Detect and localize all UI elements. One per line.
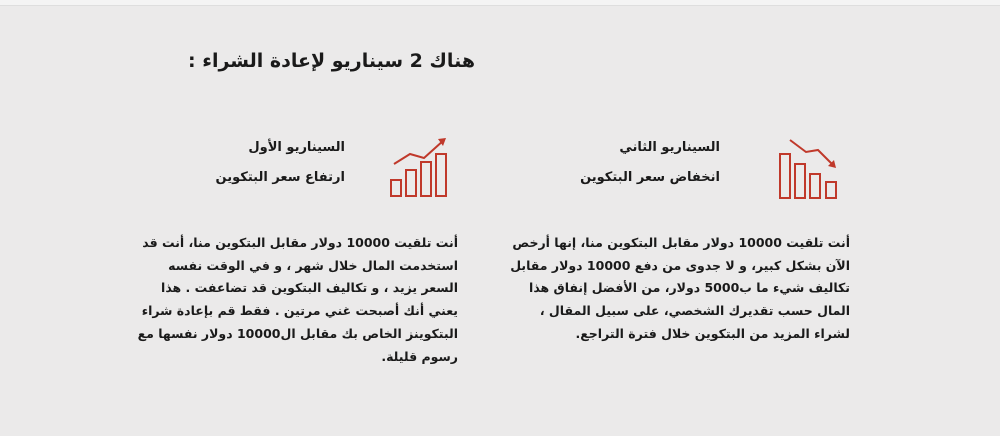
scenario-second-name: السيناريو الثاني <box>619 140 720 155</box>
scenario-second-header <box>540 133 720 193</box>
top-divider <box>0 0 1000 6</box>
trend-up-chart-icon <box>388 136 458 200</box>
scenario-first-description: أنت تلقيت 10000 دولار مقابل البتكوين منا، أنت قد استخدمت المال خلال شهر ، و في الوقت نفسه السعر يزيد ، و تكاليف البتكوين قد تضاعفت . هذا يعني أنك أصبحت غني مرتين . فقط قم بإعادة شراء البتكوينز الخاص بك مقابل ال10000 دولار نفسها مع رسوم قليلة. <box>137 235 458 364</box>
scenario-first-name: السيناريو الأول <box>248 140 345 155</box>
page-title: هناك 2 سيناريو لإعادة الشراء : <box>188 50 475 72</box>
scenario-first-subtitle: ارتفاع سعر البتكوين <box>215 170 345 185</box>
scenario-second-subtitle: انخفاض سعر البتكوين <box>580 170 720 185</box>
scenario-second-description: أنت تلقيت 10000 دولار مقابل البتكوين منا، إنها أرخص الآن بشكل كبير، و لا جدوى من دفع 10000 دولار مقابل تكاليف شيء ما ب5000 دولار، من الأفضل إنفاق هذا المال حسب تقديرك الشخصي، على سبيل المقال ، لشراء المزيد من البتكوين خلال فترة التراجع. <box>510 235 850 341</box>
trend-down-chart-icon <box>776 136 848 202</box>
scenario-first-header <box>180 133 345 193</box>
